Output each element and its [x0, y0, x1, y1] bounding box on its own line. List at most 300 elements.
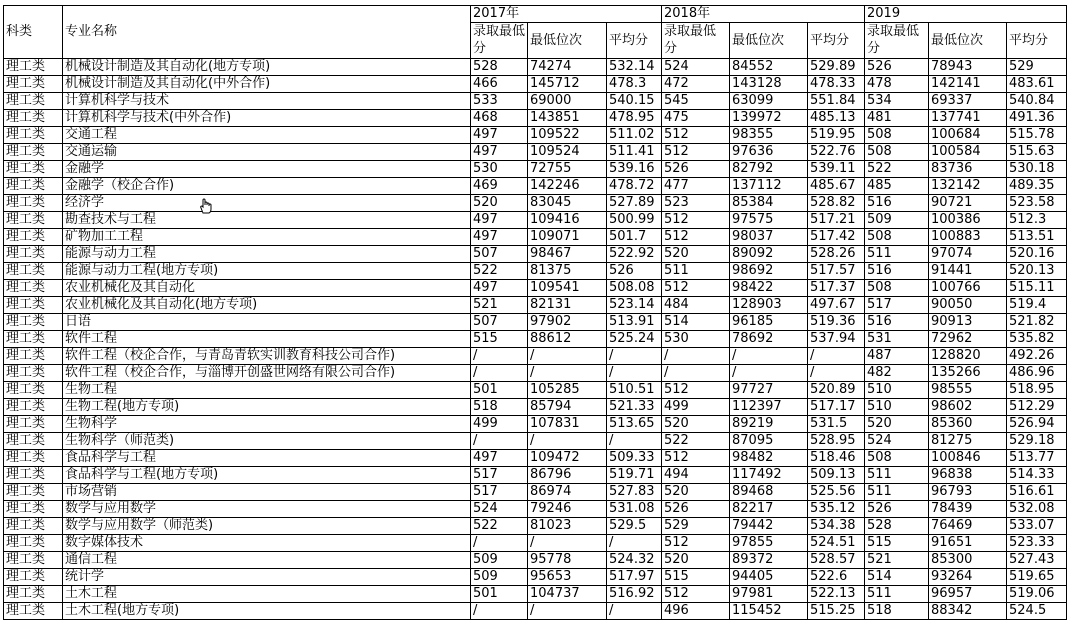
cell-2018-avg-score: 528.57 [808, 552, 865, 569]
cell-2018-min-score: 526 [662, 501, 730, 518]
cell-2019-avg-score: 519.06 [1007, 586, 1067, 603]
cell-2018-avg-score: 485.13 [808, 110, 865, 127]
cell-2017-min-score: / [471, 348, 528, 365]
table-row [4, 467, 1067, 484]
cell-2019-avg-score: 486.96 [1007, 365, 1067, 382]
cell-major: 软件工程（校企合作，与淄博开创盛世网络有限公司合作) [63, 365, 471, 382]
table-row [4, 110, 1067, 127]
cell-2019-min-score: 526 [865, 59, 929, 76]
cell-2019-min-rank: 132142 [929, 178, 1007, 195]
cell-2019-min-rank: 76469 [929, 518, 1007, 535]
cell-major: 机械设计制造及其自动化(地方专项) [63, 59, 471, 76]
cell-2018-min-rank: 98482 [730, 450, 808, 467]
cell-2019-avg-score: 520.16 [1007, 246, 1067, 263]
cell-2017-min-rank: 109524 [528, 144, 607, 161]
cell-2017-avg-score: 540.15 [607, 93, 662, 110]
cell-2018-min-score: / [662, 365, 730, 382]
cell-2018-min-score: 514 [662, 314, 730, 331]
cell-2017-min-score: 501 [471, 586, 528, 603]
cell-2018-avg-score: 519.36 [808, 314, 865, 331]
cell-2019-min-score: 522 [865, 161, 929, 178]
cell-category: 理工类 [4, 314, 63, 331]
cell-2017-min-score: 517 [471, 484, 528, 501]
cell-2017-min-score: 517 [471, 467, 528, 484]
cell-2019-min-score: 531 [865, 331, 929, 348]
cell-2017-min-rank: 145712 [528, 76, 607, 93]
cell-2018-avg-score: 535.12 [808, 501, 865, 518]
cell-category: 理工类 [4, 144, 63, 161]
cell-2019-avg-score: 526.94 [1007, 416, 1067, 433]
cell-2017-avg-score: / [607, 603, 662, 620]
cell-2017-avg-score: 539.16 [607, 161, 662, 178]
cell-2017-avg-score: / [607, 433, 662, 450]
cell-2019-min-rank: 81275 [929, 433, 1007, 450]
cell-2018-min-rank: 128903 [730, 297, 808, 314]
cell-2019-min-score: 487 [865, 348, 929, 365]
table-row [4, 382, 1067, 399]
cell-2018-min-rank: 137112 [730, 178, 808, 195]
cell-category: 理工类 [4, 93, 63, 110]
header-category: 科类 [4, 6, 63, 59]
cell-2017-min-rank: 104737 [528, 586, 607, 603]
table-row [4, 161, 1067, 178]
cell-category: 理工类 [4, 246, 63, 263]
cell-2017-min-rank: 88612 [528, 331, 607, 348]
cell-2019-min-rank: 100846 [929, 450, 1007, 467]
cell-2017-min-rank: 107831 [528, 416, 607, 433]
cell-2017-min-rank: 109416 [528, 212, 607, 229]
cell-2018-min-rank: 82792 [730, 161, 808, 178]
cell-2018-avg-score: 517.57 [808, 263, 865, 280]
cell-2018-min-rank: 89219 [730, 416, 808, 433]
cell-2018-min-score: 520 [662, 552, 730, 569]
cell-major: 金融学 [63, 161, 471, 178]
cell-2019-avg-score: 519.4 [1007, 297, 1067, 314]
cell-2019-avg-score: 513.51 [1007, 229, 1067, 246]
cell-2019-min-rank: 137741 [929, 110, 1007, 127]
cell-2018-min-score: 530 [662, 331, 730, 348]
cell-2019-min-score: 511 [865, 467, 929, 484]
cell-2018-min-rank: 143128 [730, 76, 808, 93]
cell-category: 理工类 [4, 229, 63, 246]
cell-2018-min-score: 472 [662, 76, 730, 93]
cell-2018-avg-score: 519.95 [808, 127, 865, 144]
cell-2017-avg-score: 513.65 [607, 416, 662, 433]
cell-2019-min-score: 524 [865, 433, 929, 450]
table-row [4, 552, 1067, 569]
admission-score-table [3, 5, 1067, 620]
cell-category: 理工类 [4, 280, 63, 297]
cell-2017-min-score: 497 [471, 127, 528, 144]
cell-2019-avg-score: 530.18 [1007, 161, 1067, 178]
cell-2017-avg-score: 523.14 [607, 297, 662, 314]
cell-2017-min-rank: / [528, 348, 607, 365]
cell-major: 矿物加工工程 [63, 229, 471, 246]
cell-2019-avg-score: 492.26 [1007, 348, 1067, 365]
cell-2017-min-score: 507 [471, 246, 528, 263]
cell-category: 理工类 [4, 467, 63, 484]
cell-major: 软件工程 [63, 331, 471, 348]
cell-2017-min-score: 522 [471, 518, 528, 535]
cell-category: 理工类 [4, 518, 63, 535]
cell-2018-min-score: 499 [662, 399, 730, 416]
cell-2018-min-rank: 139972 [730, 110, 808, 127]
cell-2019-min-score: 481 [865, 110, 929, 127]
cell-major: 农业机械化及其自动化(地方专项) [63, 297, 471, 314]
cell-major: 土木工程(地方专项) [63, 603, 471, 620]
cell-category: 理工类 [4, 552, 63, 569]
cell-2018-avg-score: 522.13 [808, 586, 865, 603]
cell-2019-min-rank: 78439 [929, 501, 1007, 518]
header-avg-score: 平均分 [808, 23, 865, 59]
cell-2019-min-rank: 91441 [929, 263, 1007, 280]
table-row [4, 450, 1067, 467]
cell-2019-min-score: 517 [865, 297, 929, 314]
cell-2018-avg-score: 551.84 [808, 93, 865, 110]
header-year-2017: 2017年 [471, 6, 662, 23]
cell-2017-min-score: / [471, 365, 528, 382]
cell-2018-min-rank: 82217 [730, 501, 808, 518]
cell-2019-min-score: 521 [865, 552, 929, 569]
cell-2017-avg-score: 527.83 [607, 484, 662, 501]
cell-2017-min-score: 533 [471, 93, 528, 110]
cell-2019-avg-score: 527.43 [1007, 552, 1067, 569]
cell-2018-min-score: 512 [662, 382, 730, 399]
cell-2017-avg-score: 511.41 [607, 144, 662, 161]
cell-2017-min-score: 497 [471, 450, 528, 467]
cell-2019-avg-score: 515.78 [1007, 127, 1067, 144]
cell-2017-min-rank: 83045 [528, 195, 607, 212]
cell-2017-min-score: 515 [471, 331, 528, 348]
cell-2017-min-score: 468 [471, 110, 528, 127]
cell-2019-avg-score: 491.36 [1007, 110, 1067, 127]
cell-category: 理工类 [4, 501, 63, 518]
cell-2019-min-rank: 96793 [929, 484, 1007, 501]
cell-major: 生物科学 [63, 416, 471, 433]
cell-2019-min-rank: 142141 [929, 76, 1007, 93]
cell-major: 能源与动力工程(地方专项) [63, 263, 471, 280]
cell-major: 软件工程（校企合作，与青岛青软实训教育科技公司合作) [63, 348, 471, 365]
table-row [4, 76, 1067, 93]
cell-major: 食品科学与工程 [63, 450, 471, 467]
cell-2019-min-score: 478 [865, 76, 929, 93]
cell-category: 理工类 [4, 212, 63, 229]
cell-2019-avg-score: 516.61 [1007, 484, 1067, 501]
cell-category: 理工类 [4, 263, 63, 280]
cell-2018-min-score: 484 [662, 297, 730, 314]
cell-2018-min-rank: 97981 [730, 586, 808, 603]
cell-2017-min-score: 522 [471, 263, 528, 280]
cell-2017-avg-score: 478.95 [607, 110, 662, 127]
cell-2017-min-score: 520 [471, 195, 528, 212]
header-year-2018: 2018年 [662, 6, 865, 23]
cell-2017-avg-score: 532.14 [607, 59, 662, 76]
table-row [4, 229, 1067, 246]
cell-2018-avg-score: 522.76 [808, 144, 865, 161]
cell-2018-min-score: 475 [662, 110, 730, 127]
cell-2018-min-rank: 63099 [730, 93, 808, 110]
cell-2017-avg-score: 524.32 [607, 552, 662, 569]
cell-2018-min-rank: 94405 [730, 569, 808, 586]
cell-2019-min-score: 528 [865, 518, 929, 535]
cell-2017-avg-score: / [607, 348, 662, 365]
cell-2017-avg-score: 501.7 [607, 229, 662, 246]
table-row [4, 297, 1067, 314]
cell-2019-avg-score: 523.33 [1007, 535, 1067, 552]
cell-2018-min-rank: 98422 [730, 280, 808, 297]
cell-2019-avg-score: 520.13 [1007, 263, 1067, 280]
cell-2019-avg-score: 529 [1007, 59, 1067, 76]
cell-2018-min-rank: 97727 [730, 382, 808, 399]
cell-2019-avg-score: 518.95 [1007, 382, 1067, 399]
cell-2017-min-rank: / [528, 365, 607, 382]
cell-2018-avg-score: 522.6 [808, 569, 865, 586]
cell-2017-min-rank: 142246 [528, 178, 607, 195]
cell-2017-min-rank: 69000 [528, 93, 607, 110]
cell-category: 理工类 [4, 603, 63, 620]
cell-major: 数字媒体技术 [63, 535, 471, 552]
cell-2019-min-rank: 100883 [929, 229, 1007, 246]
cell-2017-avg-score: 527.89 [607, 195, 662, 212]
cell-2018-min-rank: 98692 [730, 263, 808, 280]
cell-2018-avg-score: 529.89 [808, 59, 865, 76]
cell-category: 理工类 [4, 416, 63, 433]
cell-2017-avg-score: 478.3 [607, 76, 662, 93]
cell-2017-avg-score: 513.91 [607, 314, 662, 331]
header-min-rank: 最低位次 [929, 23, 1007, 59]
header-min-score: 录取最低分 [471, 23, 528, 59]
cell-2018-min-score: 529 [662, 518, 730, 535]
cell-2019-avg-score: 512.3 [1007, 212, 1067, 229]
cell-2019-min-rank: 72962 [929, 331, 1007, 348]
cell-category: 理工类 [4, 535, 63, 552]
cell-2019-min-score: 511 [865, 246, 929, 263]
cell-category: 理工类 [4, 59, 63, 76]
cell-2017-min-rank: 86796 [528, 467, 607, 484]
cell-2017-min-rank: 72755 [528, 161, 607, 178]
cell-category: 理工类 [4, 76, 63, 93]
table-row [4, 59, 1067, 76]
cell-2017-avg-score: 521.33 [607, 399, 662, 416]
cell-2018-avg-score: 478.33 [808, 76, 865, 93]
cell-2019-min-score: 534 [865, 93, 929, 110]
cell-2017-min-rank: 82131 [528, 297, 607, 314]
cell-2019-avg-score: 523.58 [1007, 195, 1067, 212]
header-avg-score: 平均分 [1007, 23, 1067, 59]
table-row [4, 365, 1067, 382]
table-row [4, 246, 1067, 263]
cell-2018-min-score: 545 [662, 93, 730, 110]
cell-2018-min-rank: 84552 [730, 59, 808, 76]
cell-2017-min-rank: 95653 [528, 569, 607, 586]
cell-2018-min-score: 512 [662, 450, 730, 467]
cell-2018-avg-score: 518.46 [808, 450, 865, 467]
cell-major: 能源与动力工程 [63, 246, 471, 263]
cell-2019-avg-score: 535.82 [1007, 331, 1067, 348]
cell-2017-avg-score: 511.02 [607, 127, 662, 144]
cell-2017-min-score: 466 [471, 76, 528, 93]
cell-2019-min-rank: 135266 [929, 365, 1007, 382]
table-row [4, 195, 1067, 212]
cell-2018-min-rank: 96185 [730, 314, 808, 331]
cell-2017-min-score: 521 [471, 297, 528, 314]
cell-2019-min-rank: 90721 [929, 195, 1007, 212]
cell-major: 农业机械化及其自动化 [63, 280, 471, 297]
cell-2019-min-score: 520 [865, 416, 929, 433]
cell-2019-min-rank: 96957 [929, 586, 1007, 603]
cell-major: 通信工程 [63, 552, 471, 569]
cell-2018-min-score: 512 [662, 144, 730, 161]
cell-2017-avg-score: 516.92 [607, 586, 662, 603]
cell-major: 市场营销 [63, 484, 471, 501]
cell-2018-min-rank: 97855 [730, 535, 808, 552]
cell-2018-min-rank: 87095 [730, 433, 808, 450]
cell-2019-min-rank: 91651 [929, 535, 1007, 552]
cell-2018-avg-score: 534.38 [808, 518, 865, 535]
cell-2018-min-score: 511 [662, 263, 730, 280]
cell-2017-min-rank: 109541 [528, 280, 607, 297]
cell-2019-min-rank: 96838 [929, 467, 1007, 484]
cell-2018-avg-score: 539.11 [808, 161, 865, 178]
cell-2018-avg-score: 537.94 [808, 331, 865, 348]
cell-2017-avg-score: 500.99 [607, 212, 662, 229]
cell-2019-min-rank: 100584 [929, 144, 1007, 161]
cell-major: 生物工程 [63, 382, 471, 399]
cell-2017-min-rank: 86974 [528, 484, 607, 501]
cell-2019-avg-score: 519.65 [1007, 569, 1067, 586]
table-row [4, 433, 1067, 450]
cell-2019-avg-score: 514.33 [1007, 467, 1067, 484]
cell-2018-min-rank: / [730, 365, 808, 382]
cell-category: 理工类 [4, 161, 63, 178]
cell-major: 勘查技术与工程 [63, 212, 471, 229]
table-row [4, 348, 1067, 365]
cell-major: 金融学（校企合作) [63, 178, 471, 195]
header-min-score: 录取最低分 [662, 23, 730, 59]
table-row [4, 263, 1067, 280]
table-row [4, 586, 1067, 603]
cell-major: 统计学 [63, 569, 471, 586]
cell-2018-min-score: / [662, 348, 730, 365]
cell-2018-min-score: 512 [662, 535, 730, 552]
cell-2018-min-score: 512 [662, 127, 730, 144]
cell-2017-min-rank: / [528, 433, 607, 450]
cell-2019-min-score: 526 [865, 501, 929, 518]
cell-major: 机械设计制造及其自动化(中外合作) [63, 76, 471, 93]
cell-2018-min-rank: 117492 [730, 467, 808, 484]
cell-2018-avg-score: 531.5 [808, 416, 865, 433]
cell-2017-min-rank: 81023 [528, 518, 607, 535]
header-min-score: 录取最低分 [865, 23, 929, 59]
cell-2018-min-score: 520 [662, 246, 730, 263]
cell-2017-min-rank: / [528, 535, 607, 552]
cell-2018-avg-score: 520.89 [808, 382, 865, 399]
cell-2018-min-score: 512 [662, 586, 730, 603]
hand-cursor-icon [197, 197, 215, 215]
cell-2019-avg-score: 515.11 [1007, 280, 1067, 297]
cell-2019-min-rank: 98602 [929, 399, 1007, 416]
cell-2018-avg-score: / [808, 365, 865, 382]
cell-2019-min-rank: 97074 [929, 246, 1007, 263]
cell-2018-avg-score: 528.26 [808, 246, 865, 263]
cell-2019-min-score: 508 [865, 127, 929, 144]
table-row [4, 280, 1067, 297]
cell-major: 食品科学与工程(地方专项) [63, 467, 471, 484]
cell-2019-min-score: 509 [865, 212, 929, 229]
cell-2017-min-rank: 98467 [528, 246, 607, 263]
cell-2018-min-score: 520 [662, 484, 730, 501]
cell-2017-min-score: 530 [471, 161, 528, 178]
cell-2019-min-score: 482 [865, 365, 929, 382]
cell-category: 理工类 [4, 450, 63, 467]
cell-2019-min-score: 508 [865, 144, 929, 161]
cell-2018-avg-score: 525.56 [808, 484, 865, 501]
cell-2018-min-score: 496 [662, 603, 730, 620]
cell-2017-min-score: / [471, 603, 528, 620]
cell-2019-min-rank: 98555 [929, 382, 1007, 399]
cell-2019-min-rank: 69337 [929, 93, 1007, 110]
cell-2017-min-rank: 95778 [528, 552, 607, 569]
cell-2017-avg-score: 526 [607, 263, 662, 280]
cell-2019-min-score: 508 [865, 229, 929, 246]
cell-2019-min-rank: 88342 [929, 603, 1007, 620]
table-row [4, 314, 1067, 331]
cell-2018-min-rank: 89468 [730, 484, 808, 501]
cell-2017-avg-score: / [607, 535, 662, 552]
cell-2018-avg-score: 497.67 [808, 297, 865, 314]
cell-2018-avg-score: 517.17 [808, 399, 865, 416]
header-year-2019: 2019 [865, 6, 1067, 23]
cell-2019-min-score: 510 [865, 382, 929, 399]
cell-2017-min-score: 528 [471, 59, 528, 76]
cell-major: 数学与应用数学 [63, 501, 471, 518]
cell-2017-min-rank: 109071 [528, 229, 607, 246]
cell-2017-min-rank: / [528, 603, 607, 620]
cell-2018-min-score: 494 [662, 467, 730, 484]
cell-2018-avg-score: 524.51 [808, 535, 865, 552]
cell-2017-min-score: / [471, 535, 528, 552]
cell-2017-min-score: 497 [471, 280, 528, 297]
cell-2019-min-score: 510 [865, 399, 929, 416]
cell-2017-min-score: 507 [471, 314, 528, 331]
cell-major: 计算机科学与技术 [63, 93, 471, 110]
cell-2018-min-rank: 97575 [730, 212, 808, 229]
header-min-rank: 最低位次 [730, 23, 808, 59]
cell-2017-min-score: 497 [471, 229, 528, 246]
table-row [4, 127, 1067, 144]
cell-2018-avg-score: 515.25 [808, 603, 865, 620]
cell-2019-min-rank: 83736 [929, 161, 1007, 178]
cell-major: 交通运输 [63, 144, 471, 161]
cell-2017-min-rank: 143851 [528, 110, 607, 127]
cell-category: 理工类 [4, 586, 63, 603]
table-row [4, 416, 1067, 433]
cell-2019-avg-score: 489.35 [1007, 178, 1067, 195]
cell-2019-min-rank: 128820 [929, 348, 1007, 365]
cell-2017-min-rank: 97902 [528, 314, 607, 331]
cell-2018-avg-score: 528.82 [808, 195, 865, 212]
table-row [4, 603, 1067, 620]
header-avg-score: 平均分 [607, 23, 662, 59]
cell-2018-avg-score: / [808, 348, 865, 365]
cell-category: 理工类 [4, 348, 63, 365]
cell-2019-avg-score: 533.07 [1007, 518, 1067, 535]
cell-2018-min-rank: 115452 [730, 603, 808, 620]
table-row [4, 93, 1067, 110]
cell-2018-min-score: 515 [662, 569, 730, 586]
table-row [4, 399, 1067, 416]
cell-2019-min-score: 516 [865, 195, 929, 212]
